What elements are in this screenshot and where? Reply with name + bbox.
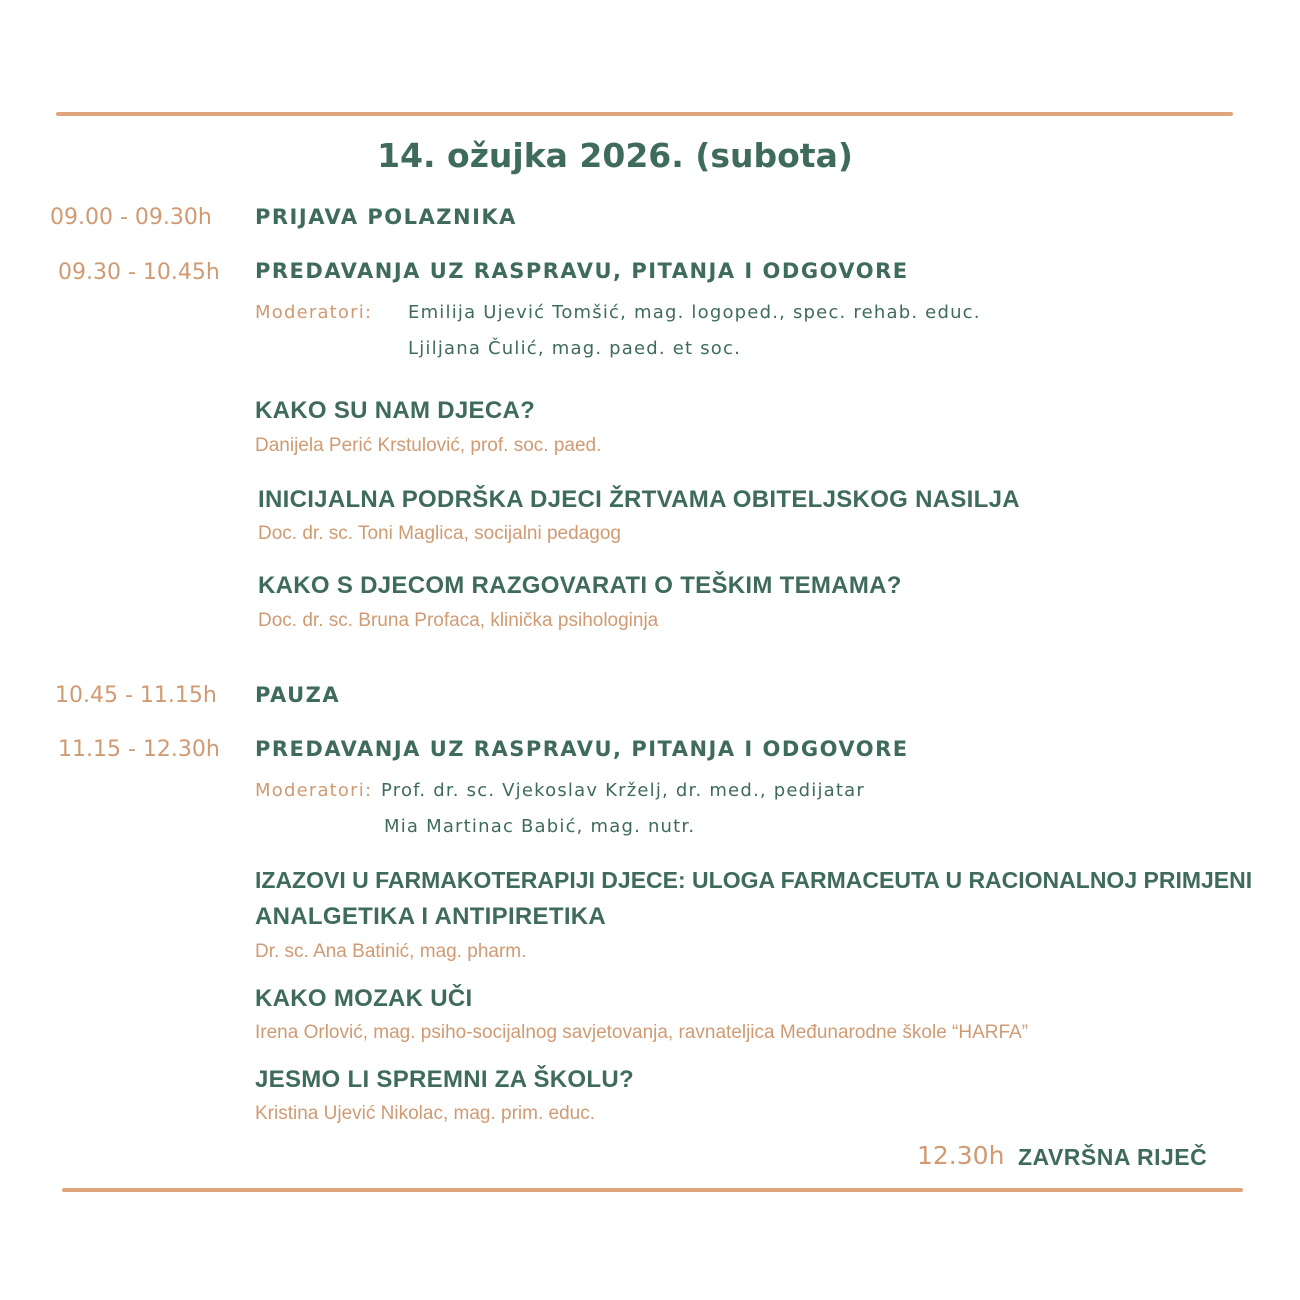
moderator-name: Emilija Ujević Tomšić, mag. logoped., spec. rehab. educ. — [408, 302, 981, 323]
talk-title: KAKO SU NAM DJECA? — [255, 397, 536, 424]
moderator-name: Ljiljana Čulić, mag. paed. et soc. — [408, 338, 742, 359]
bottom-divider — [62, 1188, 1243, 1192]
talk-title: IZAZOVI U FARMAKOTERAPIJI DJECE: ULOGA FARMACEUTA U RACIONALNOJ PRIMJENI — [255, 867, 1253, 893]
slot-time: 09.00 - 09.30h — [50, 205, 212, 230]
moderator-name: Mia Martinac Babić, mag. nutr. — [384, 816, 696, 837]
top-divider — [56, 112, 1233, 116]
closing-time: 12.30h — [917, 1141, 1005, 1170]
slot-title: PRIJAVA POLAZNIKA — [255, 205, 517, 229]
slot-title: PREDAVANJA UZ RASPRAVU, PITANJA I ODGOVORE — [255, 259, 909, 283]
moderator-name: Prof. dr. sc. Vjekoslav Krželj, dr. med., pedijatar — [381, 780, 865, 801]
talk-speaker: Doc. dr. sc. Toni Maglica, socijalni pedagog — [258, 523, 621, 544]
talk-speaker: Doc. dr. sc. Bruna Profaca, klinička psihologinja — [258, 610, 659, 631]
slot-time: 10.45 - 11.15h — [55, 683, 217, 708]
slot-time: 09.30 - 10.45h — [58, 260, 220, 285]
talk-title: ANALGETIKA I ANTIPIRETIKA — [255, 903, 607, 930]
talk-title: KAKO MOZAK UČI — [255, 985, 473, 1012]
talk-speaker: Danijela Perić Krstulović, prof. soc. paed. — [255, 435, 602, 456]
moderators-label: Moderatori: — [255, 302, 373, 323]
talk-title: INICIJALNA PODRŠKA DJECI ŽRTVAMA OBITELJSKOG NASILJA — [258, 486, 1020, 513]
talk-title: KAKO S DJECOM RAZGOVARATI O TEŠKIM TEMAMA? — [258, 572, 902, 599]
slot-title: PAUZA — [255, 683, 341, 707]
slot-title: PREDAVANJA UZ RASPRAVU, PITANJA I ODGOVORE — [255, 737, 909, 761]
talk-speaker: Kristina Ujević Nikolac, mag. prim. educ. — [255, 1103, 595, 1124]
talk-speaker: Dr. sc. Ana Batinić, mag. pharm. — [255, 941, 527, 962]
closing-label: ZAVRŠNA RIJEČ — [1018, 1144, 1208, 1170]
page-title: 14. ožujka 2026. (subota) — [377, 136, 853, 175]
slot-time: 11.15 - 12.30h — [58, 737, 220, 762]
talk-speaker: Irena Orlović, mag. psiho-socijalnog savjetovanja, ravnateljica Međunarodne škole “HARFA” — [255, 1022, 1029, 1043]
talk-title: JESMO LI SPREMNI ZA ŠKOLU? — [255, 1066, 634, 1093]
moderators-label: Moderatori: — [255, 780, 373, 801]
